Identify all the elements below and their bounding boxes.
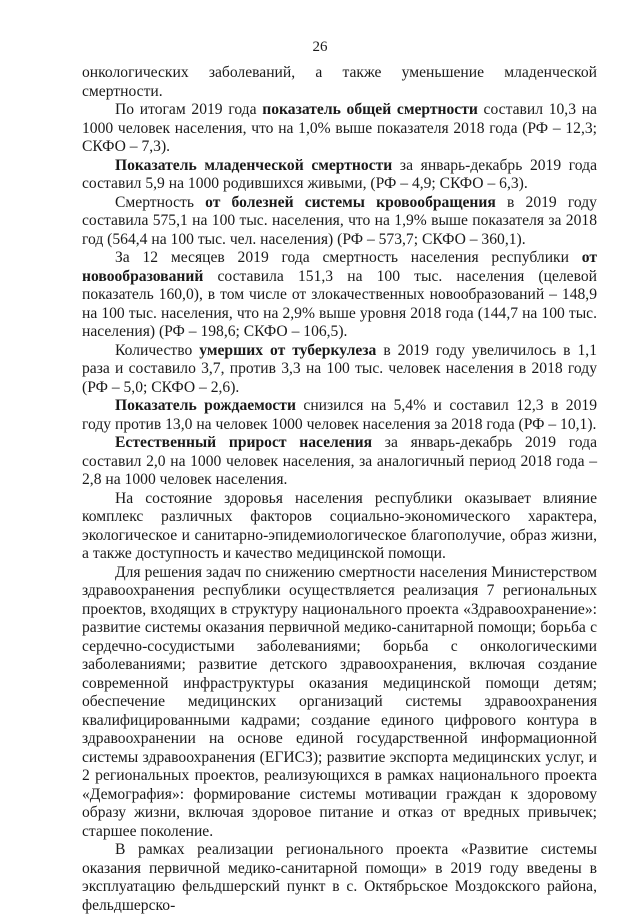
text-run: Для решения задач по снижению смертности населения Министерством здравоохранения республики осуществляется реализация 7 региональных проектов, входящих в структуру национального проекта «Здравоохранение»: развитие системы оказания первичной медико-санитарной помощи; борьба с сердечно-сосудистыми заболеваниями; борьба с онкологическими заболеваниями; развитие детского здравоохранения, включая создание современной инфраструктуры оказания медицинской помощи детям; обеспечение медицинских организаций системы здравоохранения квалифицированными кадрами; создание единого цифрового контура в здравоохранении на основе единой государственной информационной системы здравоохранения (ЕГИСЗ); развитие экспорта медицинских услуг, и 2 региональных проектов, реализующихся в рамках национального проекта «Демография»: формирование системы мотивации граждан к здоровому образу жизни, включая здоровое питание и отказ от вредных привычек; старшее поколение.: [82, 563, 597, 840]
text-run: снизился на 5,4% и составил 12,3 в 2019 году против 13,0 на человек 1000 человек населения за 2018 года (РФ – 10,1).: [82, 397, 597, 433]
bold-term: Естественный прирост населения: [115, 434, 373, 451]
paragraph: [82, 564, 597, 842]
text-run: составила 151,3 на 100 тыс. населения (целевой показатель 160,0), в том числе от злокачественных новообразований – 148,9 на 100 тыс. населения, что на 2,9% выше уровня 2018 года (144,7 на 100 тыс. населения) (РФ – 198,6; СКФО – 106,5).: [82, 267, 597, 340]
text-run: В рамках реализации регионального проекта «Развитие системы оказания первичной медико-санитарной помощи» в 2019 году введены в эксплуатацию фельдшерский пункт в с. Октябрьское Моздокского района, фельдшерско-: [82, 841, 597, 914]
document-body: [82, 64, 597, 915]
bold-term: показатель общей смертности: [262, 101, 478, 118]
page-number: 26: [312, 39, 328, 55]
paragraph: [82, 64, 597, 101]
paragraph: [82, 194, 597, 250]
paragraph: [82, 249, 597, 342]
text-run: За 12 месяцев 2019 года смертность населения республики: [115, 249, 582, 266]
text-run: в 2019 году составила 575,1 на 100 тыс. населения, что на 1,9% выше показателя за 2018 год (564,4 на 100 тыс. чел. населения) (РФ – 573,7; СКФО – 360,1).: [82, 193, 597, 248]
text-run: за январь-декабрь 2019 года составил 5,9 на 1000 родившихся живыми, (РФ – 4,9; СКФО – 6,3).: [82, 156, 597, 192]
text-run: Смертность: [115, 193, 206, 211]
text-run: Количество: [115, 341, 200, 359]
bold-term: от новообразований: [82, 249, 597, 285]
text-run: за январь-декабрь 2019 года составил 2,0 на 1000 человек населения, за аналогичный период 2018 года – 2,8 на 1000 человек населения.: [82, 434, 597, 488]
paragraph: [82, 157, 597, 194]
paragraph: [82, 434, 597, 490]
text-run: составил 10,3 на 1000 человек населения, что на 1,0% выше показателя 2018 года (РФ – 12,3; СКФО – 7,3).: [82, 101, 597, 155]
text-run: онкологических заболеваний, а также уменьшение младенческой смертности.: [82, 64, 597, 100]
bold-term: умерших от туберкулеза: [199, 341, 377, 359]
bold-term: Показатель рождаемости: [115, 397, 296, 414]
paragraph: [82, 490, 597, 564]
text-run: На состояние здоровья населения республики оказывает влияние комплекс различных факторов социально-экономического характера, экологическое и санитарно-эпидемиологическое благополучие, образ жизни, а также доступность и качество медицинской помощи.: [82, 489, 597, 562]
text-run: По итогам 2019 года: [115, 101, 263, 118]
text-run: в 2019 году увеличилось в 1,1 раза и составило 3,7, против 3,3 на 100 тыс. человек населения в 2018 году (РФ – 5,0; СКФО – 2,6).: [82, 341, 598, 396]
paragraph: [82, 397, 597, 434]
bold-term: Показатель младенческой смертности: [115, 156, 393, 174]
bold-term: от болезней системы кровообращения: [205, 193, 496, 211]
paragraph: [82, 841, 597, 915]
paragraph: [82, 101, 597, 157]
paragraph: [82, 342, 597, 398]
